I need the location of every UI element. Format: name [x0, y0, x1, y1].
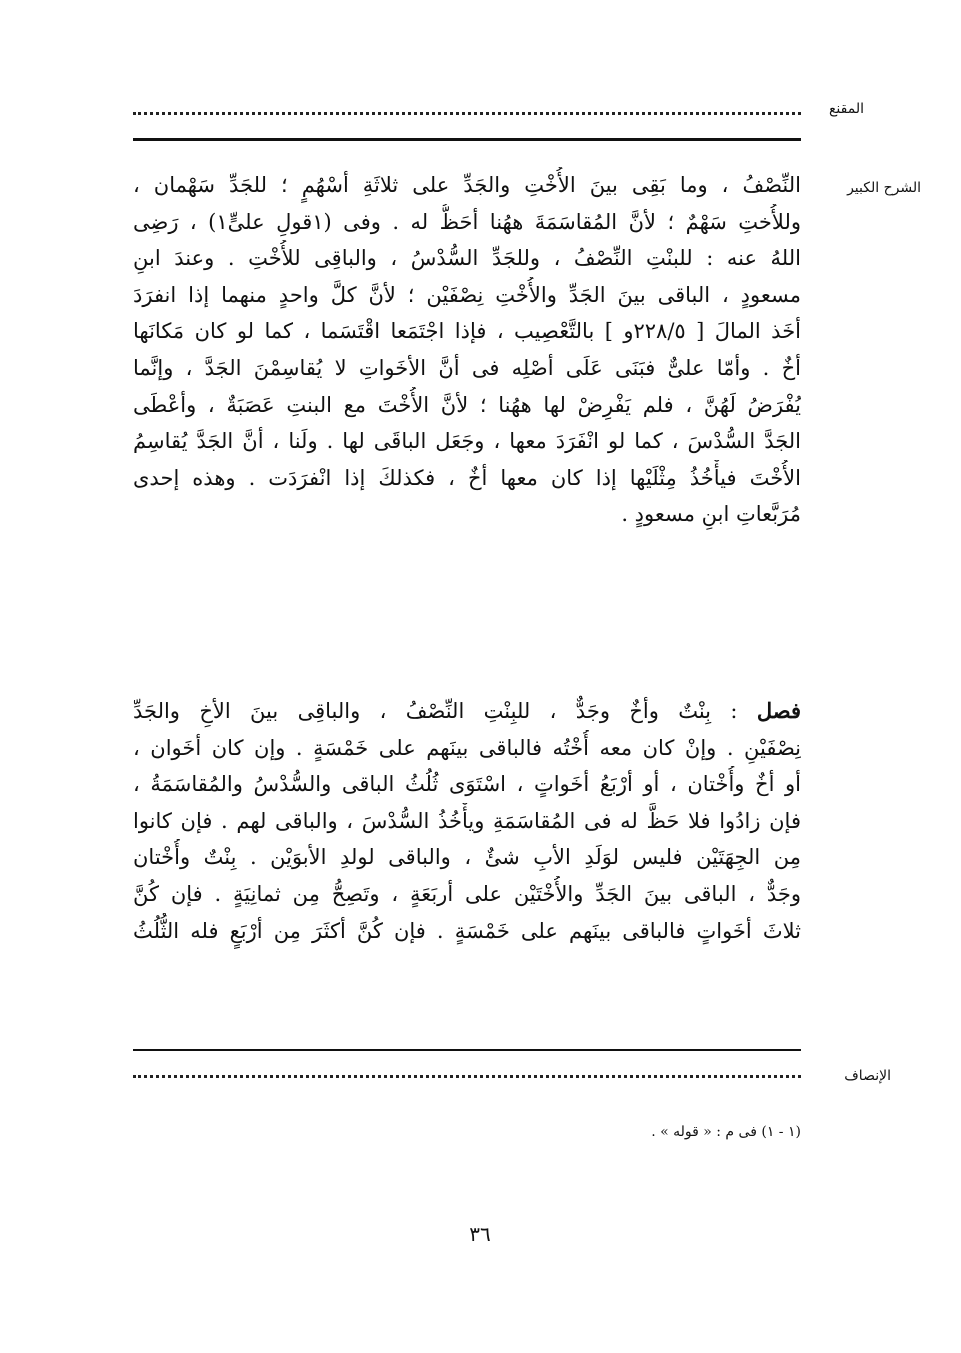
text-line: وجَدٌّ ، الباقى بينَ الجَدِّ والأُخْتَيْن على أربَعَةٍ ، وتَصِحُّ مِن ثمانِيَةٍ . فإن كُنَّ: [133, 881, 801, 906]
header-solid-rule: [133, 138, 801, 141]
text-line: أخَذ المالَ [ ٢٢٨/٥و ] بالتَّعْصِيب ، فإذا اجْتَمَعا اقْتَسَما ، كما لو كان مَكانَها: [133, 319, 801, 344]
text-line: أخٌ . وأمّا علىٌّ فبَنَى عَلَى أصْلِه فى أنَّ الأخَواتِ لا يُقاسِمْنَ الجَدَّ ، وإنَّما: [133, 355, 801, 380]
text-line: اللهُ عنه : للبنْتِ النِّصْفُ ، وللجَدِّ السُّدْسُ ، والباقِى للأُخْتِ . وعندَ ابنِ: [133, 246, 801, 271]
footnote: (١ - ١) فى م : « قوله » .: [651, 1124, 801, 1140]
text-line: نِصْفَيْنِ . وإنْ كان معه أُخْتُه فالباقى بينَهم على خَمْسَةٍ . وإن كان أخَوان ،: [133, 735, 801, 760]
text-line: مسعودٍ ، الباقى بينَ الجَدِّ والأُخْتِ نِصْفَيْن ؛ لأنَّ كلَّ واحدٍ منهما إذا انفرَدَ: [133, 282, 801, 307]
bottom-solid-rule: [133, 1049, 801, 1051]
text-line: أو أخٌ وأُخْتان ، أو أرْبَعُ أخَواتٍ ، اسْتَوَى ثُلُثُ الباقى والسُّدْسُ والمُقاسَمَةُ ،: [133, 772, 801, 797]
text-line: يُفْرَضُ لَهُنَّ ، فلم يَفْرِضْ لها ههُنا ؛ لأنَّ الأُخْتَ مع البنتِ عَصَبَةٌ ، وأعْطَى: [133, 392, 801, 417]
commentary-label: الشرح الكبير: [847, 180, 921, 196]
text-line: فإن زادُوا فلا حَظَّ له فى المُقاسَمَةِ ويأْخُذُ السُّدْسَ ، والباقى لهم . فإن كانوا: [133, 808, 801, 833]
section-first-line-text: : بِنْتٌ وأخٌ وجَدٌّ ، للبِنْتِ النِّصْفُ ، والباقِى بينَ الأخِ والجَدِّ: [133, 699, 757, 723]
text-line: ثلاثَ أخَواتٍ فالباقى بينَهم على خَمْسَةٍ . فإن كُنَّ أكثَرَ مِن أرْبَعٍ فله الثُّلُثُ: [133, 918, 801, 943]
section-text: [133, 693, 801, 949]
insaf-dotted-rule: [133, 1075, 801, 1078]
page-number: ٣٦: [469, 1222, 491, 1246]
commentary-text: [133, 167, 801, 533]
book-title: المقنع: [828, 101, 864, 117]
text-line: مِن الجِهَتَيْن فليس لوَلَدِ الأبِ شئٌ ، والباقى لولدِ الأبوَيْن . بِنْتٌ وأُخْتان: [133, 845, 801, 870]
insaf-label: الإنصاف: [844, 1068, 891, 1084]
header-dotted-rule: [133, 112, 801, 115]
text-line: الجَدَّ السُّدْسَ ، كما لو انْفَرَدَ معها ، وجَعَل الباقَى لها . ولَنا ، أنَّ الجَدَّ يُقاسِمُ: [133, 429, 801, 454]
text-line: مُرَبَّعاتِ ابنِ مسعودٍ .: [621, 502, 801, 527]
text-line: وللأُختِ سَهْمٌ ؛ لأنَّ المُقاسَمَةَ ههُنا أحَظُّ له . وفى (١قولِ علىٍّ١) ، رَضِى: [133, 209, 801, 234]
section-first-line: [133, 693, 801, 730]
text-line: النِّصْفُ ، وما بَقِى بينَ الأُخْتِ والجَدِّ على ثلاثَةِ أسْهُمٍ ؛ للجَدِّ سَهْمان ،: [133, 173, 801, 197]
text-line: الأُخْتَ فيأْخُذُ مِثْلَيْها إذا كان معها أخٌ ، فكذلكَ إذا انْفرَدَت . وهذه إحدى: [133, 465, 801, 490]
section-heading: فصل: [756, 698, 801, 723]
